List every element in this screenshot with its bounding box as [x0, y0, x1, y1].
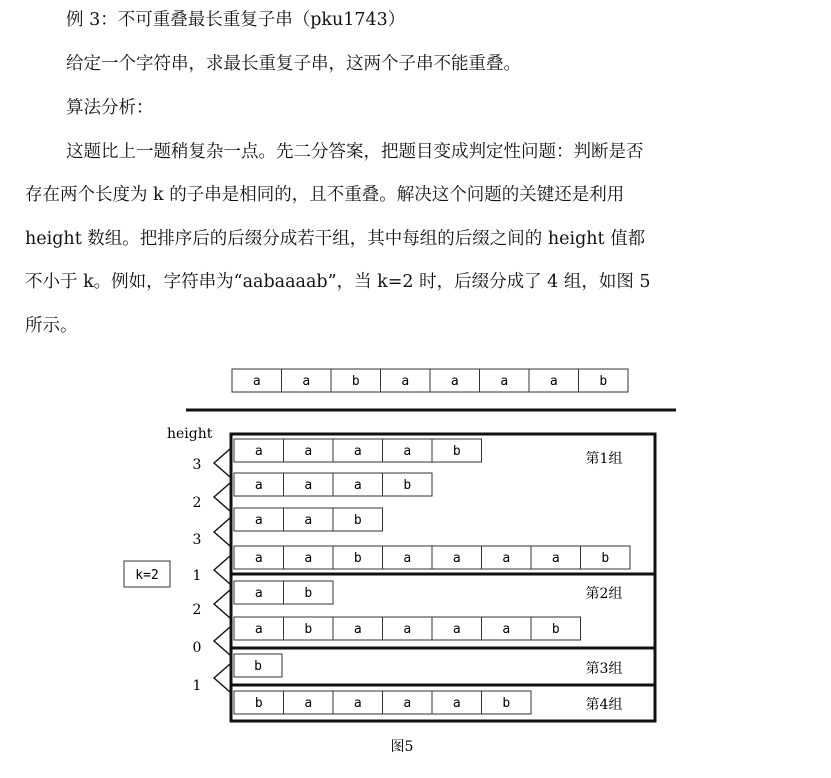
string-cell: b — [351, 374, 360, 389]
height-value: 1 — [192, 568, 202, 584]
suffix-cell: b — [304, 586, 313, 601]
analysis-line-1-text: 这题比上一题稍复杂一点。先二分答案，把题目变成判定性问题：判断是否 — [66, 142, 644, 162]
suffix-cell: b — [254, 659, 262, 674]
suffix-cell: a — [452, 622, 461, 637]
string-cell: a — [302, 374, 311, 389]
suffix-cell: b — [304, 622, 313, 637]
group-label: 第4组 — [585, 697, 623, 713]
suffix-cell: a — [254, 444, 263, 459]
suffix-cell: b — [551, 622, 560, 637]
suffix-cell: a — [254, 551, 263, 566]
suffix-cell: b — [254, 696, 263, 711]
analysis-line-3: height 数组。把排序后的后缀分成若干组，其中每组的后缀之间的 height 值都 — [25, 229, 646, 249]
string-cell: a — [500, 374, 509, 389]
group-label: 第2组 — [585, 586, 623, 602]
suffix-cell: a — [403, 444, 412, 459]
suffix-cell: a — [502, 551, 511, 566]
height-value: 2 — [192, 495, 202, 511]
suffix-cell: a — [403, 622, 412, 637]
height-value: 3 — [192, 532, 202, 548]
arrow-mark — [214, 664, 230, 692]
suffix-cell: a — [254, 478, 263, 493]
string-cell: a — [252, 374, 261, 389]
suffix-cell: a — [452, 551, 461, 566]
suffix-rows — [234, 439, 630, 714]
suffix-cell: a — [254, 586, 263, 601]
k-label: k=2 — [135, 568, 159, 583]
height-label: height — [167, 426, 213, 442]
arrow-mark — [214, 449, 230, 477]
suffix-cell: b — [403, 478, 412, 493]
height-value: 1 — [192, 678, 202, 694]
group-label: 第1组 — [585, 451, 623, 467]
arrow-mark — [214, 590, 230, 618]
arrow-mark — [214, 556, 230, 584]
string-cell: a — [401, 374, 410, 389]
suffix-cell: a — [304, 478, 313, 493]
suffix-cell: a — [551, 551, 560, 566]
suffix-cell: a — [403, 551, 412, 566]
suffix-cell: a — [254, 513, 263, 528]
analysis-line-2: 存在两个长度为 k 的子串是相同的，且不重叠。解决这个问题的关键还是利用 — [25, 185, 625, 205]
figure-caption: 图5 — [390, 739, 414, 755]
height-values — [193, 457, 202, 694]
suffix-cell: a — [452, 696, 461, 711]
suffix-cell: a — [304, 551, 313, 566]
suffix-cell: b — [353, 551, 362, 566]
suffix-cell: a — [403, 696, 412, 711]
string-cell: a — [549, 374, 558, 389]
height-value: 0 — [192, 640, 202, 656]
group-boxes — [231, 434, 655, 721]
analysis-heading: 算法分析： — [66, 98, 154, 118]
problem-statement: 给定一个字符串，求最长重复子串，这两个子串不能重叠。 — [66, 54, 521, 74]
suffix-cell: b — [353, 513, 362, 528]
suffix-cell: a — [254, 622, 263, 637]
suffix-cell: a — [353, 478, 362, 493]
string-cell: b — [599, 374, 608, 389]
analysis-line-5: 所示。 — [25, 316, 78, 336]
analysis-line-4: 不小于 k。例如，字符串为“aabaaaab”，当 k=2 时，后缀分成了 4 组，如图 5 — [25, 272, 651, 292]
suffix-cell: a — [353, 622, 362, 637]
arrow-marks — [214, 449, 230, 692]
suffix-cell: b — [452, 444, 461, 459]
suffix-cell: b — [502, 696, 511, 711]
suffix-cell: a — [304, 444, 313, 459]
suffix-cell: a — [353, 696, 362, 711]
string-cell: a — [450, 374, 459, 389]
arrow-mark — [214, 518, 230, 546]
height-value: 3 — [192, 457, 202, 473]
suffix-cell: a — [502, 622, 511, 637]
suffix-cell: a — [304, 513, 313, 528]
arrow-mark — [214, 483, 230, 511]
height-value: 2 — [192, 602, 202, 618]
group-label: 第3组 — [585, 661, 623, 677]
example-title: 例 3：不可重叠最长重复子串（pku1743） — [66, 10, 406, 30]
suffix-cell: a — [353, 444, 362, 459]
arrow-mark — [214, 627, 230, 655]
suffix-cell: a — [304, 696, 313, 711]
string-cells — [232, 369, 628, 392]
suffix-cell: b — [601, 551, 610, 566]
